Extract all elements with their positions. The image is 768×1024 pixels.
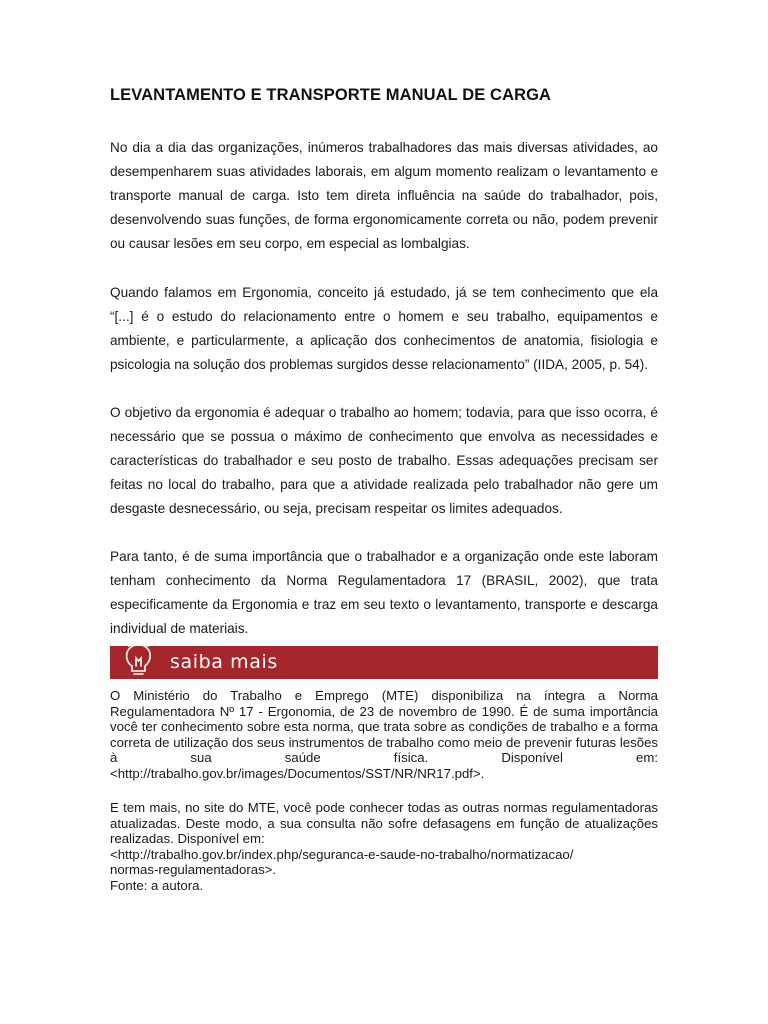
lightbulb-icon <box>122 640 156 678</box>
source-note: Fonte: a autora. <box>110 878 204 893</box>
paragraph-intro: No dia a dia das organizações, inúmeros trabalhadores das mais diversas atividades, ao desempenharem suas atividades laborais, em algum momento realizam o levantamento e transporte manual de carga. Isto tem direta influência na saúde do trabalhador, pois, desenvolvendo suas funções, de forma ergonomicamente correta ou não, podem prevenir ou causar lesões em seu corpo, em especial as lombalgias. <box>110 140 658 251</box>
saiba-mais-url-line-2: normas-regulamentadoras>. <box>110 862 277 877</box>
saiba-mais-url-line-1: <http://trabalho.gov.br/index.php/seguranca-e-saude-no-trabalho/normatizacao/ <box>110 847 574 862</box>
saiba-mais-text-1: O Ministério do Trabalho e Emprego (MTE) disponibiliza na íntegra a Norma Regulamentadora Nº 17 - Ergonomia, de 23 de novembro de 1990. É de suma importância você ter conhecimento sobre esta norma, que trata sobre as condições de trabalho e a forma correta de utilização dos seus instrumentos de trabalho como meio de prevenir futuras lesões à sua saúde física. Disponível em: <http://trabalho.gov.br/images/Documentos/SST/NR/NR17.pdf>. <box>110 688 658 781</box>
saiba-mais-text-2: E tem mais, no site do MTE, você pode conhecer todas as outras normas regulamentadoras atualizadas. Deste modo, a sua consulta não sofre defasagens em função de atualizações realizadas. Disponível em: <box>110 800 658 846</box>
page-title: LEVANTAMENTO E TRANSPORTE MANUAL DE CARGA <box>110 86 552 104</box>
paragraph-ergonomia: Quando falamos em Ergonomia, conceito já estudado, já se tem conhecimento que ela “[...] é o estudo do relacionamento entre o homem e seu trabalho, equipamentos e ambiente, e particularmente, a aplicação dos conhecimentos de anatomia, fisiologia e psicologia na solução dos problemas surgidos desse relacionamento” (IIDA, 2005, p. 54). <box>110 285 658 372</box>
saiba-mais-label: saiba mais <box>170 651 278 673</box>
paragraph-norma: Para tanto, é de suma importância que o trabalhador e a organização onde este laboram tenham conhecimento da Norma Regulamentadora 17 (BRASIL, 2002), que trata especificamente da Ergonomia e traz em seu texto o levantamento, transporte e descarga individual de materiais. <box>110 549 658 636</box>
paragraph-objetivo: O objetivo da ergonomia é adequar o trabalho ao homem; todavia, para que isso ocorra, é necessário que se possua o máximo de conhecimento que envolva as necessidades e características do trabalhador e seu posto de trabalho. Essas adequações precisam ser feitas no local do trabalho, para que a atividade realizada pelo trabalhador não gere um desgaste desnecessário, ou seja, precisam respeitar os limites adequados. <box>110 405 658 516</box>
saiba-mais-banner <box>110 646 658 679</box>
